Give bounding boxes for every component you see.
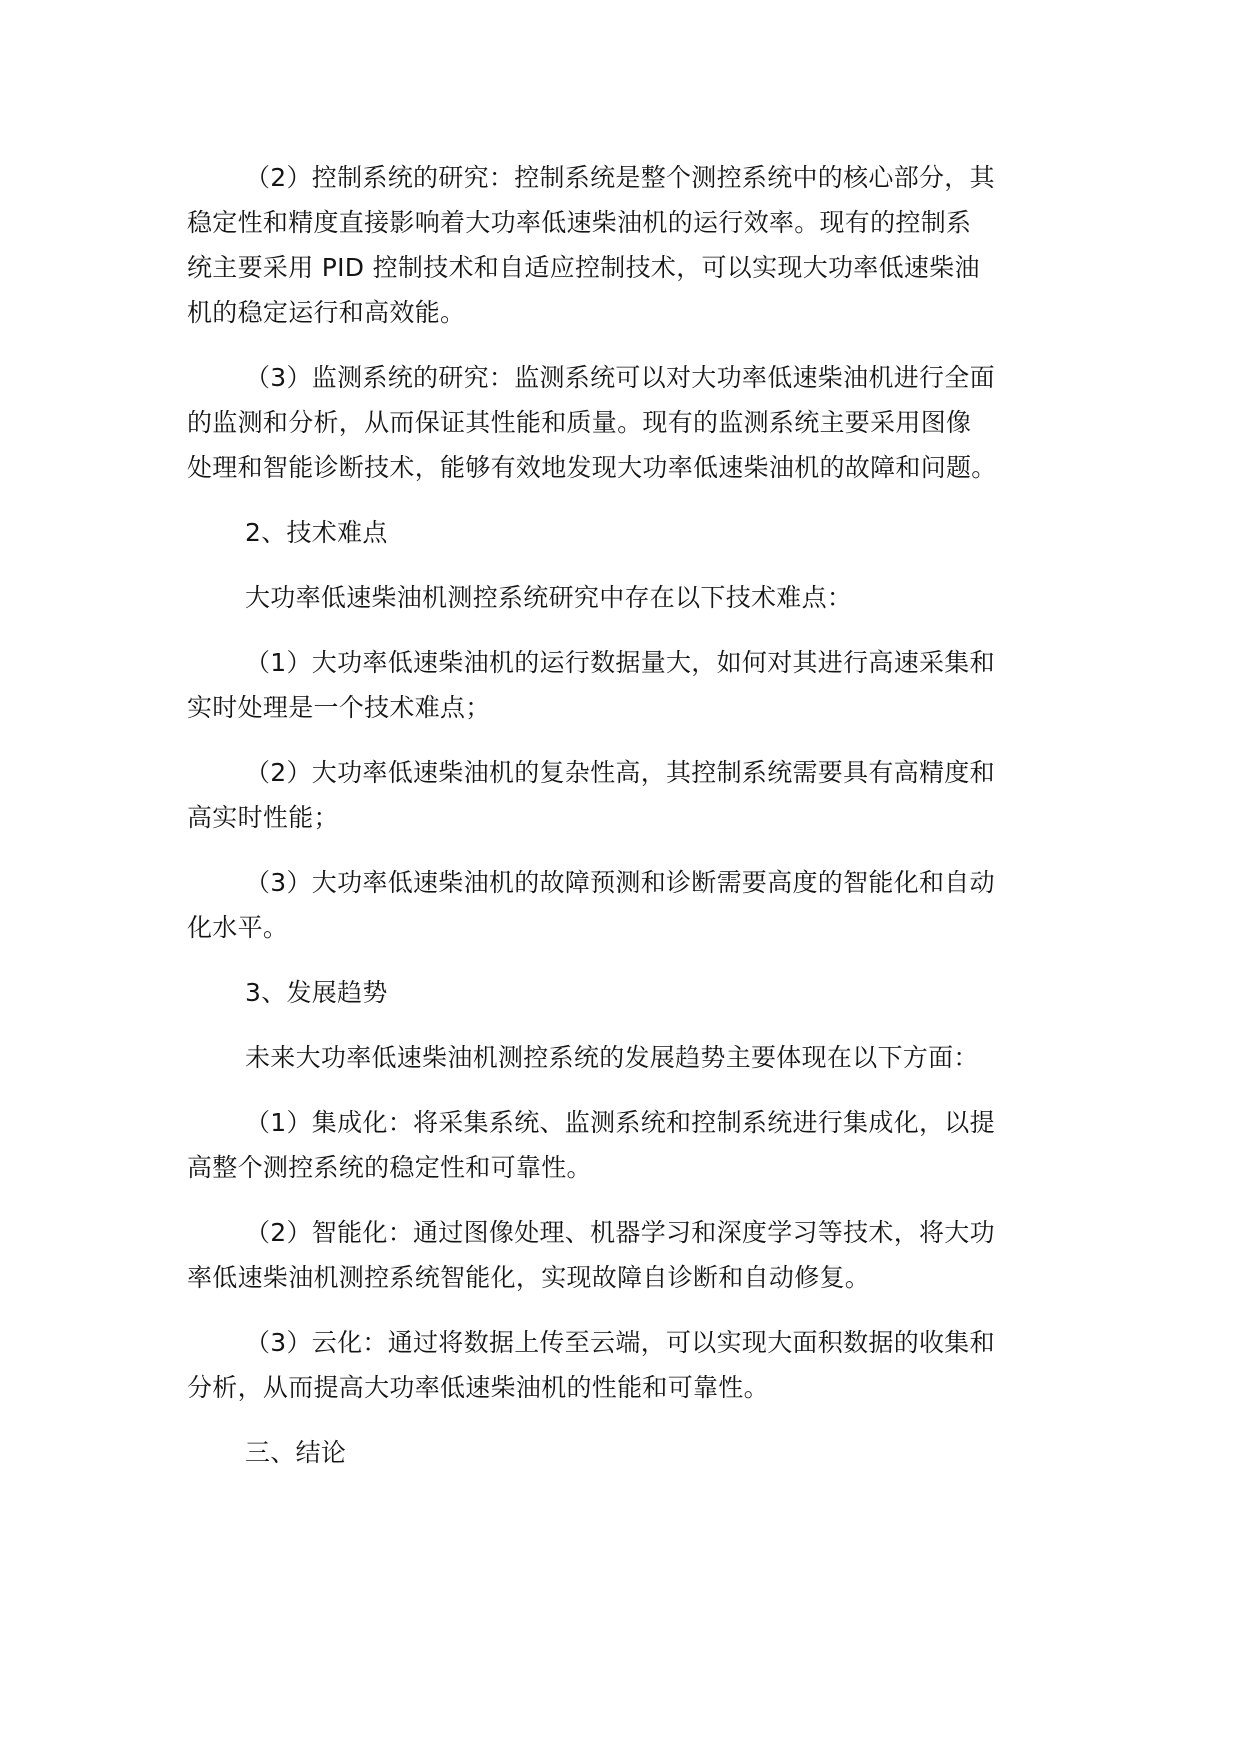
text-line: 大功率低速柴油机测控系统研究中存在以下技术难点： <box>245 583 853 612</box>
text-line: （1）集成化：将采集系统、监测系统和控制系统进行集成化，以提 <box>245 1108 995 1137</box>
text-line: 未来大功率低速柴油机测控系统的发展趋势主要体现在以下方面： <box>245 1043 979 1072</box>
section-heading-development-trends: 3、发展趋势 <box>245 978 388 1007</box>
section-heading-conclusion: 三、结论 <box>245 1438 347 1467</box>
text-line: （2）大功率低速柴油机的复杂性高，其控制系统需要具有高精度和 <box>245 758 995 787</box>
text-line: 分析，从而提高大功率低速柴油机的性能和可靠性。 <box>187 1373 769 1402</box>
paragraph-trend-integration <box>187 1100 1052 1190</box>
document-page <box>187 155 1052 1495</box>
text-line: 率低速柴油机测控系统智能化，实现故障自诊断和自动修复。 <box>187 1263 871 1292</box>
text-line: 高实时性能； <box>187 803 339 832</box>
text-line: 机的稳定运行和高效能。 <box>187 298 466 327</box>
text-line: （3）监测系统的研究：监测系统可以对大功率低速柴油机进行全面 <box>245 363 995 392</box>
text-line: 实时处理是一个技术难点； <box>187 693 491 722</box>
section-heading-technical-difficulties: 2、技术难点 <box>245 518 388 547</box>
paragraph-difficulty-3 <box>187 860 1052 950</box>
paragraph-control-system <box>187 155 1052 335</box>
text-line: 的监测和分析，从而保证其性能和质量。现有的监测系统主要采用图像 <box>187 408 972 437</box>
paragraph-difficulty-2 <box>187 750 1052 840</box>
text-line: 高整个测控系统的稳定性和可靠性。 <box>187 1153 592 1182</box>
paragraph-difficulties-intro <box>187 575 1052 620</box>
text-line: （1）大功率低速柴油机的运行数据量大，如何对其进行高速采集和 <box>245 648 995 677</box>
text-line: 稳定性和精度直接影响着大功率低速柴油机的运行效率。现有的控制系 <box>187 208 972 237</box>
paragraph-monitoring-system <box>187 355 1052 490</box>
text-line: 统主要采用 PID 控制技术和自适应控制技术，可以实现大功率低速柴油 <box>187 253 980 282</box>
text-line: （2）控制系统的研究：控制系统是整个测控系统中的核心部分，其 <box>245 163 995 192</box>
text-line: （2）智能化：通过图像处理、机器学习和深度学习等技术，将大功 <box>245 1218 995 1247</box>
text-line: （3）云化：通过将数据上传至云端，可以实现大面积数据的收集和 <box>245 1328 995 1357</box>
paragraph-trend-intelligence <box>187 1210 1052 1300</box>
paragraph-trends-intro <box>187 1035 1052 1080</box>
text-line: （3）大功率低速柴油机的故障预测和诊断需要高度的智能化和自动 <box>245 868 995 897</box>
text-line: 处理和智能诊断技术，能够有效地发现大功率低速柴油机的故障和问题。 <box>187 453 997 482</box>
paragraph-trend-cloud <box>187 1320 1052 1410</box>
text-line: 化水平。 <box>187 913 289 942</box>
paragraph-difficulty-1 <box>187 640 1052 730</box>
